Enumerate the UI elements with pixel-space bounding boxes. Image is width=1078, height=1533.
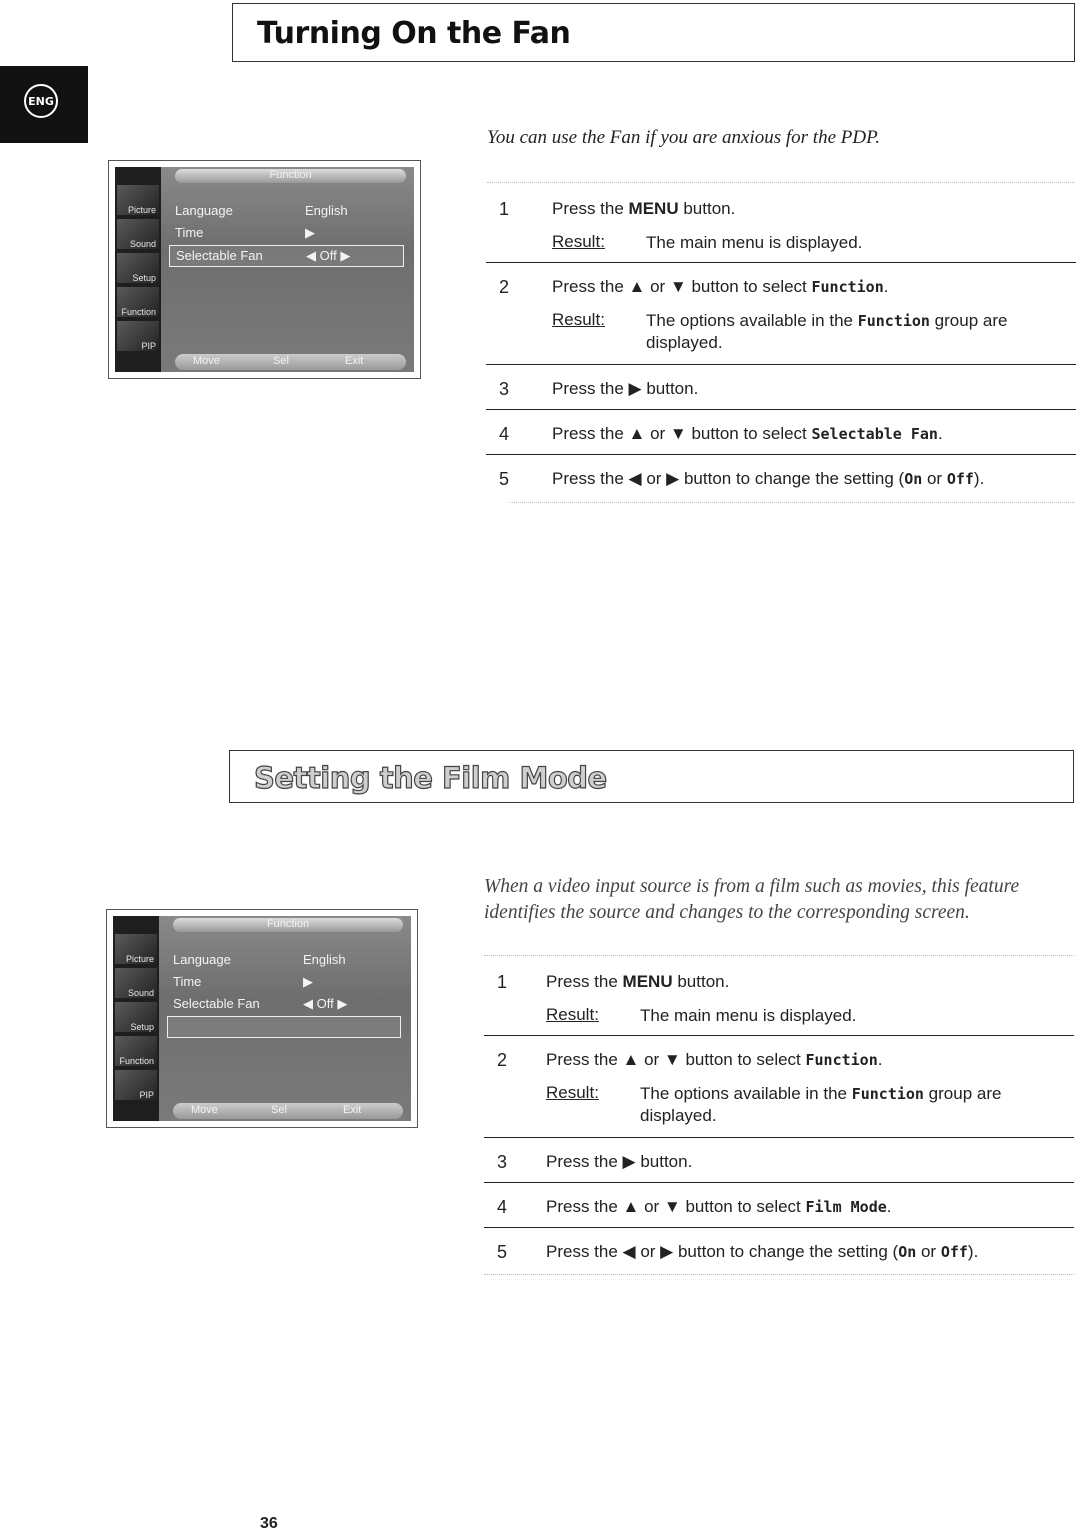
osd-exit-hint: Exit [343,1104,362,1116]
step-2 [484,1036,1074,1138]
osd-select-hint: Sel [271,1104,287,1116]
dotted-divider [484,1274,1074,1275]
result-label: Result: [552,232,605,251]
osd-title: Function [175,169,406,183]
step-number: 2 [497,1050,508,1070]
osd-row-language [169,201,404,221]
osd-row-label: Time [173,974,202,989]
result-text: The main menu is displayed. [640,1006,857,1025]
step-number: 4 [499,424,510,444]
eng-badge: ENG [24,84,58,118]
step-1 [486,196,1076,263]
result-text: The main menu is displayed. [646,233,863,252]
step-number: 1 [497,972,508,992]
osd-row-value: ▶ [303,974,313,989]
step-4 [486,410,1076,455]
osd-sidebar [115,167,161,372]
step-text: Press the ◀ or ▶ button to change the setting (On or Off). [552,469,985,488]
step-text: Press the ▲ or ▼ button to select Function. [552,277,889,296]
osd-select-hint: Sel [273,355,289,367]
step-result [552,310,1076,354]
steps-list [484,969,1074,1272]
osd-side-sound-icon: Sound [117,219,159,249]
osd-side-sound-icon: Sound [115,968,157,998]
page-number: 36 [260,1515,278,1532]
result-text: The options available in the Function group are displayed. [646,311,1008,352]
osd-move-hint: Move [191,1104,218,1116]
step-5 [484,1228,1074,1272]
step-number: 4 [497,1197,508,1217]
osd-row-label: Selectable Fan [173,996,260,1011]
result-text: The options available in the Function group are displayed. [640,1084,1002,1125]
osd-row-value: ▶ [305,225,315,240]
osd-row-label: Time [175,225,204,240]
osd-row-time [169,223,404,243]
osd-row-label: Selectable Fan [176,248,263,263]
step-number: 3 [497,1152,508,1172]
osd-row-value: ◀ Off ▶ [306,248,351,263]
osd-side-setup-icon: Setup [115,1002,157,1032]
step-2 [486,263,1076,365]
osd-panel [113,916,411,1121]
section-title-film-mode [229,750,1074,803]
osd-bottom-bar [175,354,406,370]
step-number: 3 [499,379,510,399]
osd-sidebar [113,916,159,1121]
step-text: Press the ▲ or ▼ button to select Film Mode. [546,1197,892,1216]
step-1 [484,969,1074,1036]
step-text: Press the ▶ button. [552,379,699,398]
step-text: Press the MENU button. [546,972,730,991]
osd-row-language [167,950,401,970]
osd-side-function-icon: Function [117,287,159,317]
osd-side-pip-icon: PIP [117,321,159,351]
section-intro: You can use the Fan if you are anxious for the PDP. [487,127,880,148]
osd-title: Function [173,918,403,932]
osd-side-picture-icon: Picture [117,185,159,215]
section-intro: When a video input source is from a film such as movies, this feature identifies the source and changes to the corresponding screen. [484,876,1020,923]
step-number: 1 [499,199,510,219]
step-3 [484,1138,1074,1183]
dotted-divider [487,182,1075,183]
step-result [552,232,1076,254]
section-heading: Setting the Film Mode [254,761,607,795]
osd-side-function-icon: Function [115,1036,157,1066]
step-text: Press the ▲ or ▼ button to select Selectable Fan. [552,424,943,443]
osd-panel [115,167,414,372]
step-text: Press the ▲ or ▼ button to select Function. [546,1050,883,1069]
osd-row-value: ◀ Off ▶ [303,996,348,1011]
osd-exit-hint: Exit [345,355,364,367]
osd-row-time [167,972,401,992]
steps-list [486,196,1076,499]
section-heading: Turning On the Fan [257,16,571,51]
step-text: Press the ◀ or ▶ button to change the setting (On or Off). [546,1242,979,1261]
osd-row-highlight [167,1016,401,1038]
osd-row-value: English [303,952,346,967]
step-3 [486,365,1076,410]
result-label: Result: [546,1083,599,1102]
osd-screenshot [108,160,421,379]
osd-side-picture-icon: Picture [115,934,157,964]
osd-row-selectable-fan [167,994,401,1014]
language-tab [0,66,88,143]
osd-bottom-bar [173,1103,403,1119]
osd-row-selectable-fan [169,245,404,267]
result-label: Result: [552,310,605,329]
step-text: Press the MENU button. [552,199,736,218]
step-number: 5 [497,1242,508,1262]
result-label: Result: [546,1005,599,1024]
dotted-divider [510,502,1075,503]
osd-row-label: Language [175,203,233,218]
osd-row-label: Language [173,952,231,967]
osd-row-value: English [305,203,348,218]
osd-move-hint: Move [193,355,220,367]
step-number: 5 [499,469,510,489]
osd-side-pip-icon: PIP [115,1070,157,1100]
step-number: 2 [499,277,510,297]
section-title-fan [232,3,1075,62]
dotted-divider [484,955,1074,956]
step-text: Press the ▶ button. [546,1152,693,1171]
step-result [546,1005,1074,1027]
step-5 [486,455,1076,499]
step-4 [484,1183,1074,1228]
osd-side-setup-icon: Setup [117,253,159,283]
step-result [546,1083,1074,1127]
osd-screenshot [106,909,418,1128]
